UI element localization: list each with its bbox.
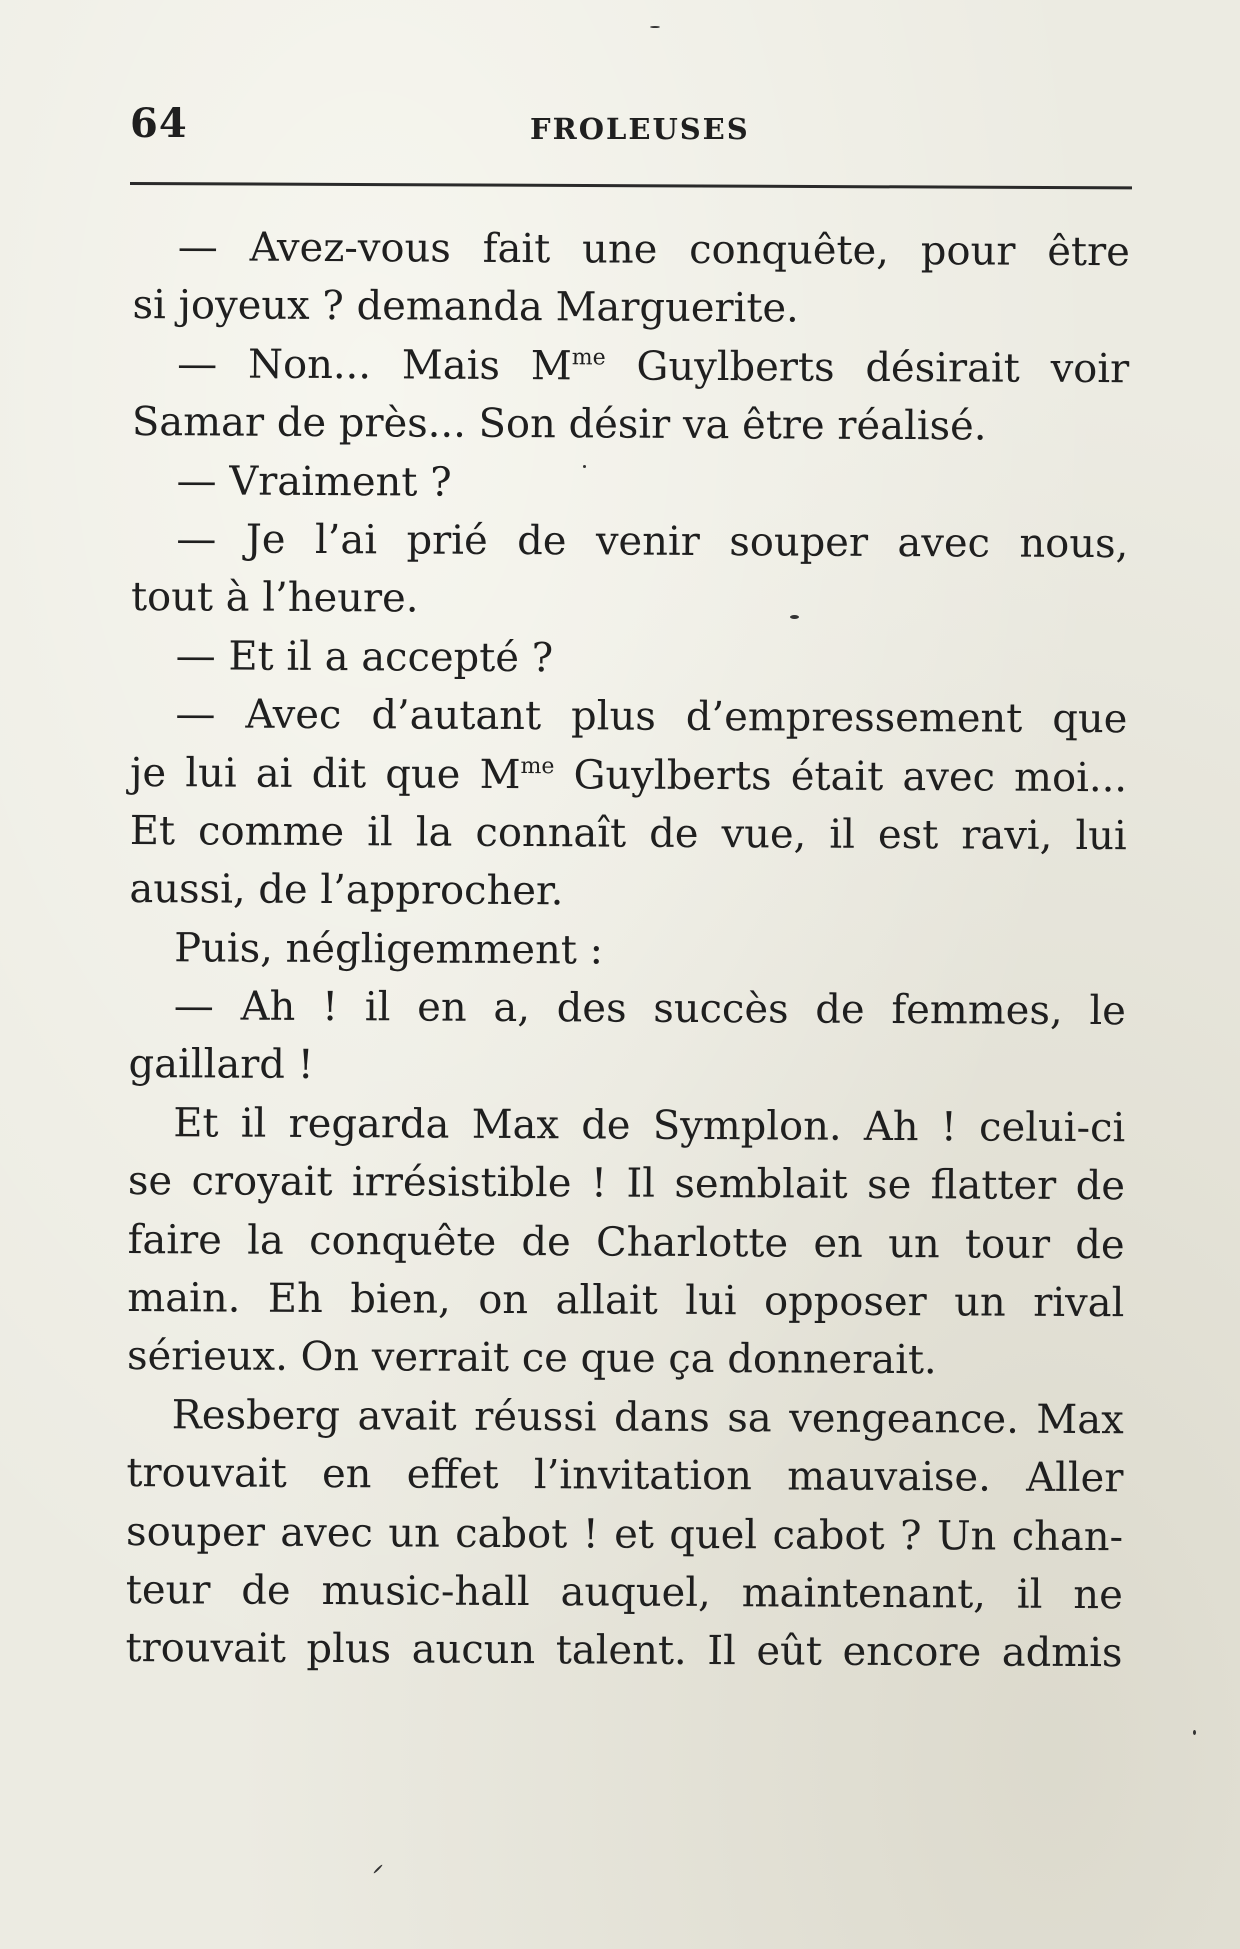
text-line: — Je l’ai prié de venir souper avec nous, xyxy=(176,516,1129,568)
text-line: Samar de près... Son désir va être réalisé. xyxy=(131,399,987,450)
page-number: 64 xyxy=(130,100,188,147)
text-line: — Et il a accepté ? xyxy=(175,632,554,681)
superscript-abbrev: me xyxy=(571,345,606,371)
text-line: trouvait plus aucun talent. Il eût encore admis xyxy=(125,1625,1123,1677)
text-line: — Avez-vous fait une conquête, pour être xyxy=(177,224,1130,276)
text-fragment: — Non... Mais M xyxy=(177,341,572,390)
text-fragment: je lui ai dit que M xyxy=(129,749,521,798)
running-title: FROLEUSES xyxy=(530,112,750,146)
superscript-abbrev: me xyxy=(520,753,555,779)
body-text xyxy=(125,218,1130,1683)
text-line: — Vraiment ? xyxy=(176,457,452,506)
page-header xyxy=(130,100,1130,150)
text-line: — Avec d’autant plus d’empressement que xyxy=(175,691,1128,743)
ink-speck xyxy=(583,465,586,468)
text-line: Et comme il la connaît de vue, il est ravi, lui xyxy=(129,807,1127,860)
text-line: Resberg avait réussi dans sa vengeance. Max xyxy=(171,1392,1124,1444)
text-line: souper avec un cabot ! et quel cabot ? Un chan- xyxy=(126,1508,1124,1560)
header-rule xyxy=(130,182,1132,189)
ink-speck xyxy=(790,615,799,619)
text-line: si joyeux ? demanda Marguerite. xyxy=(132,282,799,332)
text-line xyxy=(130,744,1127,808)
text-line: tout à l’heure. xyxy=(130,574,419,622)
text-fragment: Guylberts était avec moi... xyxy=(554,751,1128,801)
ink-speck xyxy=(373,1864,383,1874)
ink-speck xyxy=(650,26,660,28)
text-line: aussi, de l’approcher. xyxy=(129,866,564,915)
text-line xyxy=(132,335,1129,399)
text-line: Puis, négligemment : xyxy=(174,924,604,974)
text-line: trouvait en effet l’invitation mauvaise. Aller xyxy=(126,1450,1124,1502)
text-fragment: Guylberts désirait voir xyxy=(605,343,1130,392)
text-line: teur de music-hall auquel, maintenant, il ne xyxy=(125,1566,1123,1619)
text-line: main. Eh bien, on allait lui opposer un rival xyxy=(127,1275,1125,1327)
text-line: Et il regarda Max de Symplon. Ah ! celui-ci xyxy=(173,1100,1126,1152)
text-line: sérieux. On verrait ce que ça donnerait. xyxy=(126,1333,937,1384)
text-line: gaillard ! xyxy=(128,1041,314,1089)
text-line: — Ah ! il en a, des succès de femmes, le xyxy=(173,983,1126,1035)
text-line: faire la conquête de Charlotte en un tour de xyxy=(127,1216,1125,1268)
ink-speck xyxy=(1193,1730,1196,1735)
text-line: se croyait irrésistible ! Il semblait se flatter de xyxy=(127,1158,1126,1210)
